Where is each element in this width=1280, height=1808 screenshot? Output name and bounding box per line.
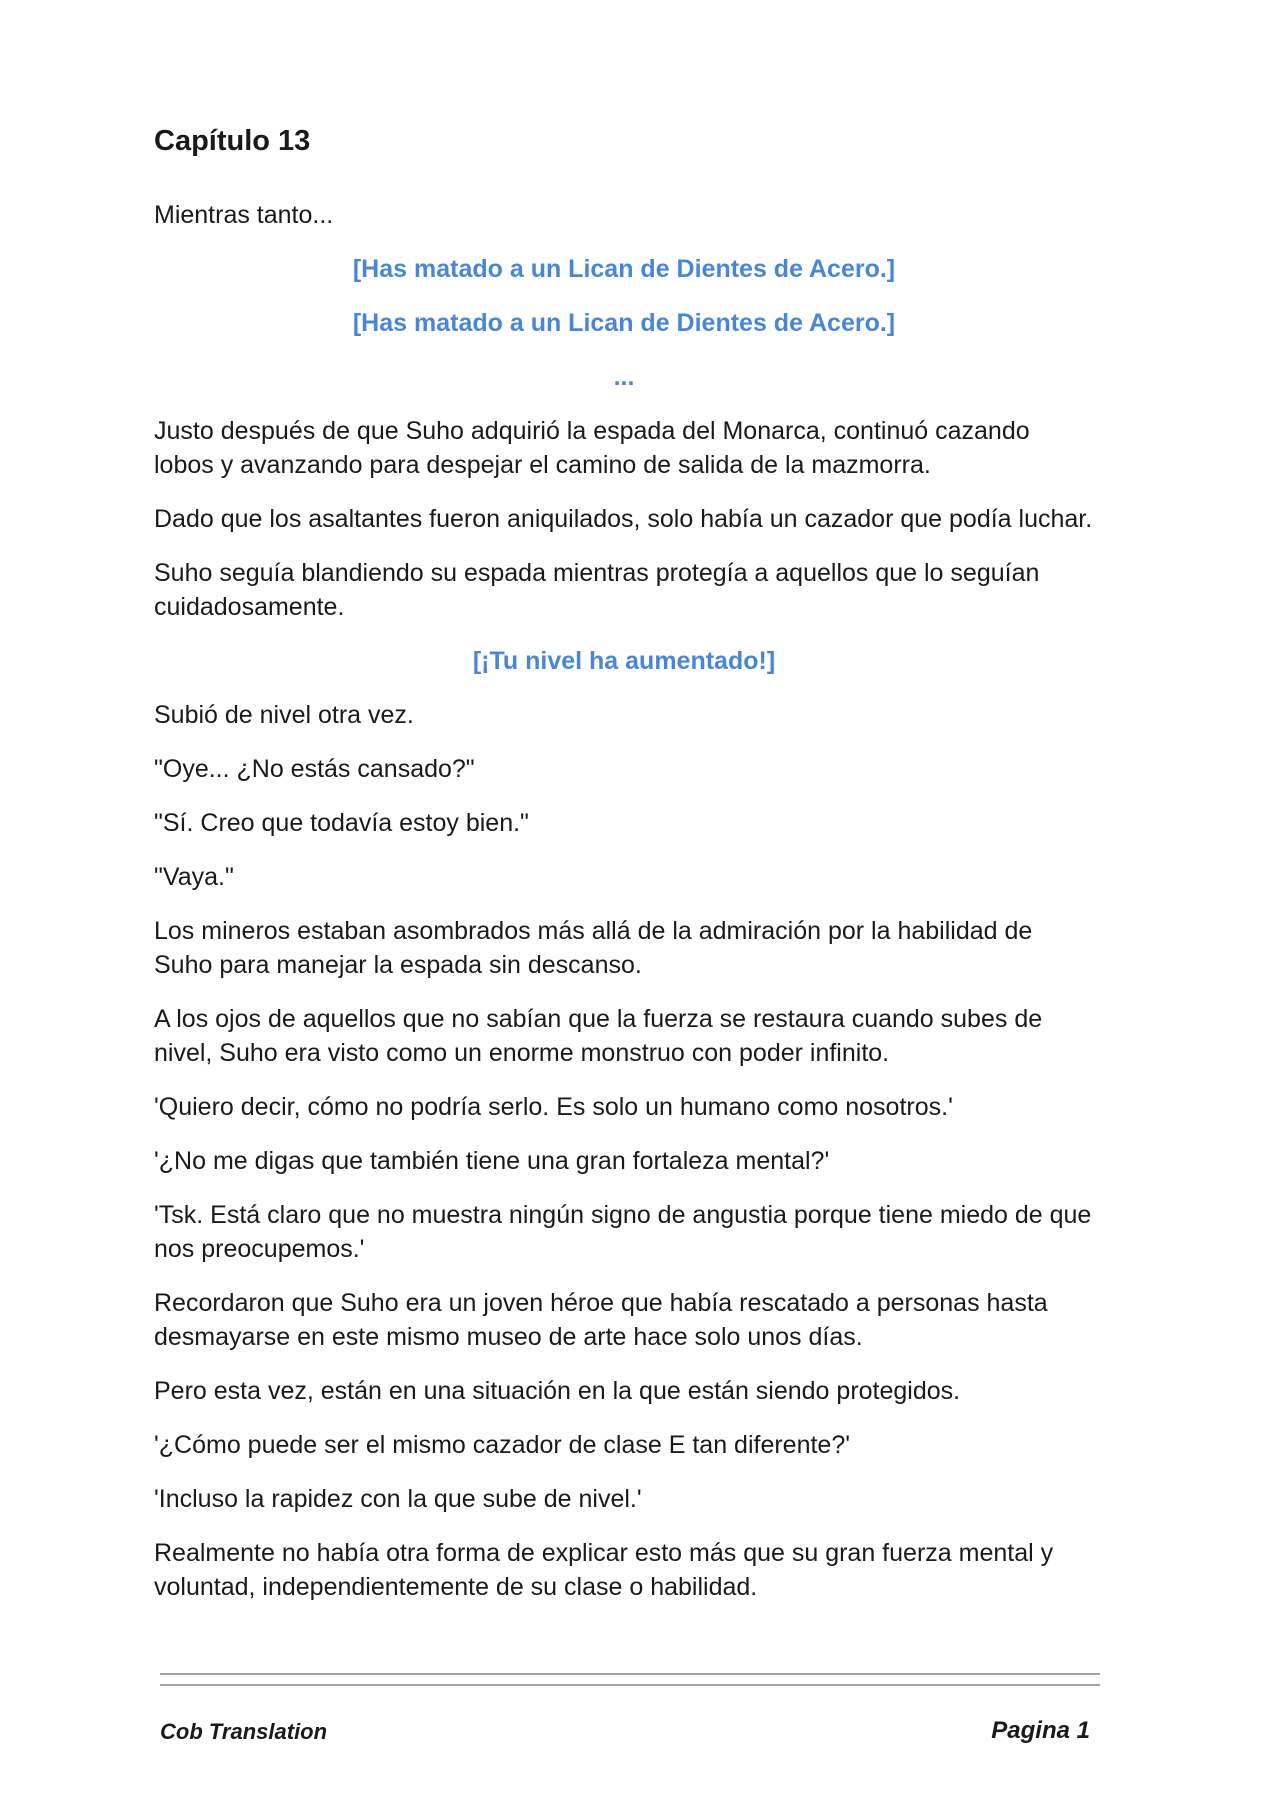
dialogue-line: "Vaya." (154, 863, 234, 891)
dialogue-line: "Oye... ¿No estás cansado?" (154, 755, 475, 783)
system-ellipsis: ... (613, 363, 635, 391)
thought-line: '¿Cómo puede ser el mismo cazador de clase E tan diferente?' (154, 1431, 851, 1459)
paragraph: Realmente no había otra forma de explicar esto más que su gran fuerza mental y voluntad, independientemente de su clase o habilidad. (154, 1539, 1054, 1601)
paragraph: Dado que los asaltantes fueron aniquilados, solo había un cazador que podía luchar. (154, 505, 1093, 533)
thought-line: 'Incluso la rapidez con la que sube de nivel.' (154, 1485, 642, 1513)
paragraph: Justo después de que Suho adquirió la espada del Monarca, continuó cazando lobos y avanzando para despejar el camino de salida de la mazmorra. (154, 417, 1030, 479)
footer-rule-top (160, 1673, 1100, 1675)
system-message: [Has matado a un Lican de Dientes de Acero.] (352, 255, 896, 283)
footer-translator-credit: Cob Translation (160, 1719, 328, 1744)
document-body (154, 118, 1094, 1624)
paragraph: Recordaron que Suho era un joven héroe que había rescatado a personas hasta desmayarse en este mismo museo de arte hace solo unos días. (154, 1289, 1048, 1351)
paragraph: Subió de nivel otra vez. (154, 701, 414, 729)
paragraph: Pero esta vez, están en una situación en la que están siendo protegidos. (154, 1377, 961, 1405)
paragraph: Los mineros estaban asombrados más allá de la admiración por la habilidad de Suho para manejar la espada sin descanso. (154, 917, 1033, 979)
paragraph: Suho seguía blandiendo su espada mientras protegía a aquellos que lo seguían cuidadosamente. (154, 559, 1040, 621)
footer-page-number: Pagina 1 (991, 1717, 1090, 1744)
thought-line: 'Tsk. Está claro que no muestra ningún signo de angustia porque tiene miedo de que nos preocupemos.' (154, 1201, 1092, 1263)
footer-rule-bottom (160, 1684, 1100, 1686)
system-message: [¡Tu nivel ha aumentado!] (472, 647, 776, 675)
paragraph: Mientras tanto... (154, 201, 334, 229)
thought-line: 'Quiero decir, cómo no podría serlo. Es solo un humano como nosotros.' (154, 1093, 953, 1121)
chapter-title: Capítulo 13 (154, 125, 311, 157)
footer-rule (160, 1673, 1100, 1686)
paragraph: A los ojos de aquellos que no sabían que la fuerza se restaura cuando subes de nivel, Suho era visto como un enorme monstruo con poder infinito. (154, 1005, 1043, 1067)
system-message: [Has matado a un Lican de Dientes de Acero.] (352, 309, 896, 337)
dialogue-line: "Sí. Creo que todavía estoy bien." (154, 809, 529, 837)
thought-line: '¿No me digas que también tiene una gran fortaleza mental?' (154, 1147, 830, 1175)
